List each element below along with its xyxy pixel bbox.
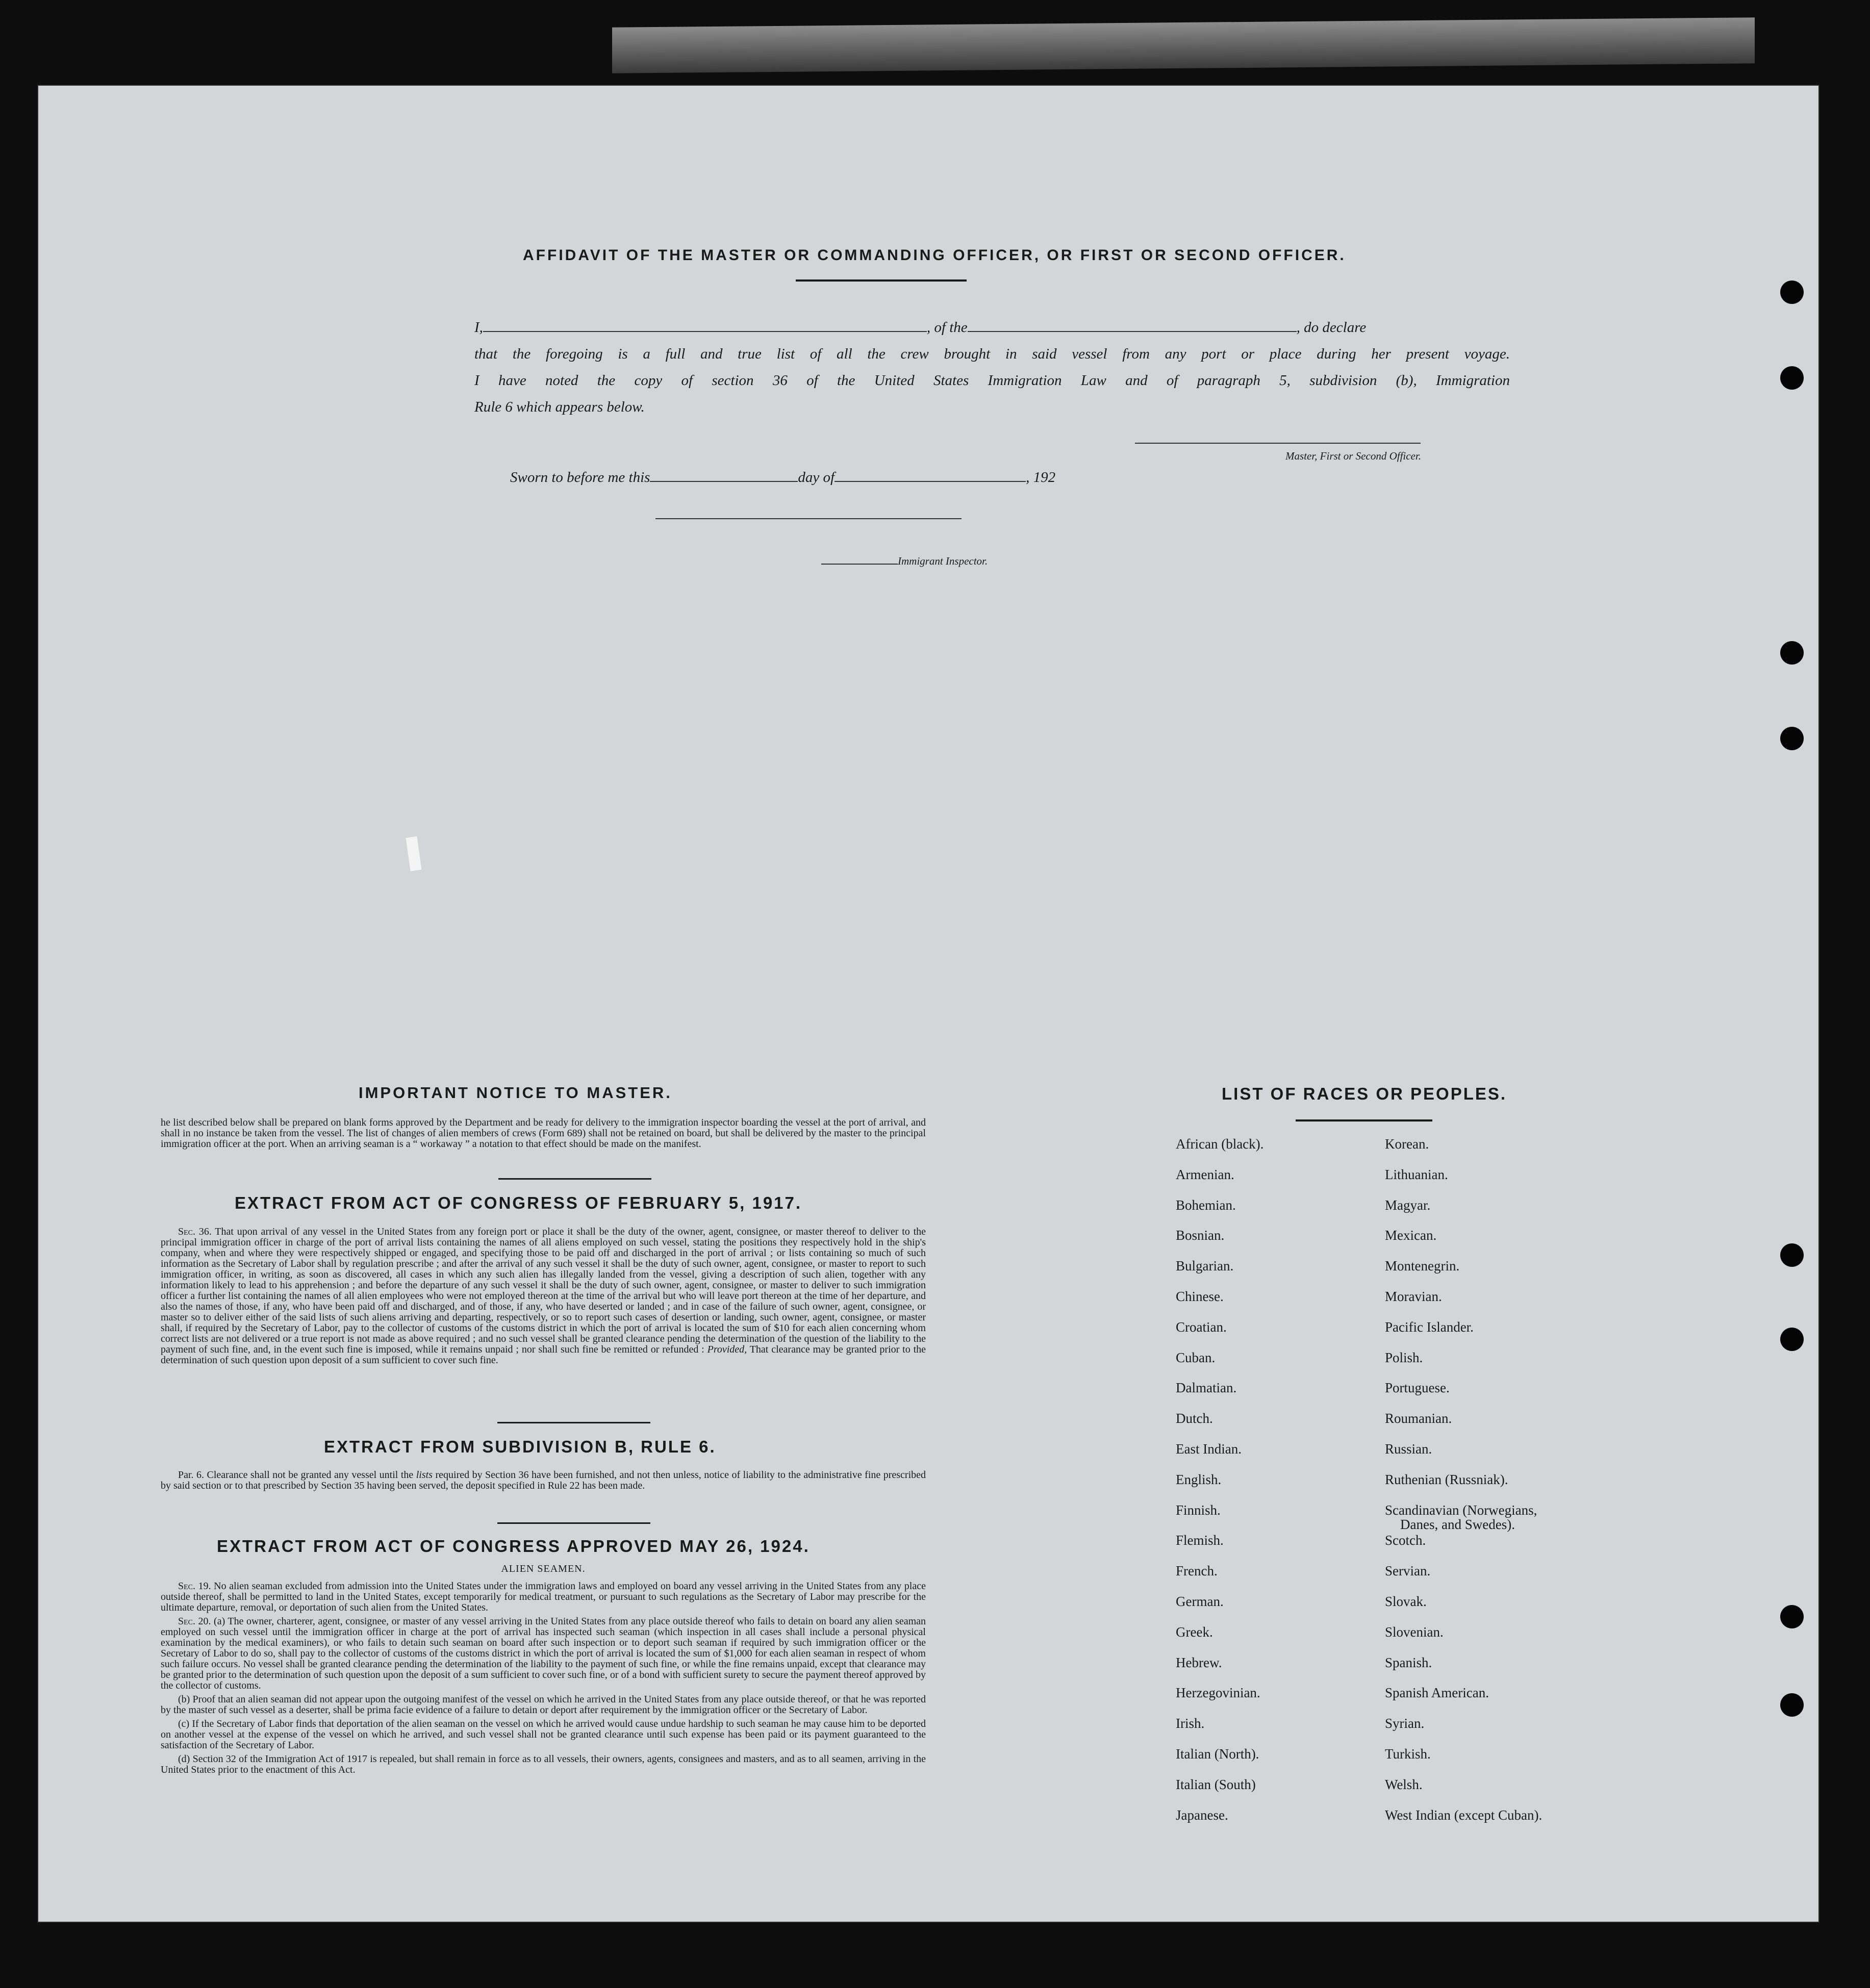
- race-item-right: Moravian.: [1385, 1289, 1442, 1304]
- notice-text: he list described below shall be prepared on blank forms approved by the Department and be ready for delivery to the immigration inspector boarding the vessel at the port of arrival, and shall in no instance be taken from the vessel. The list of changes of alien members of crews (Form 689) shall not be retained on board, but shall be delivered by the master to the principal immigration officer at the port. When an arriving seaman is a “ workaway ” a notation to that effect should be made on the manifest.: [161, 1117, 926, 1150]
- race-item-right: Scandinavian (Norwegians,: [1385, 1502, 1537, 1518]
- par-6-text-a: Clearance shall not be granted any vessel until the: [207, 1469, 414, 1481]
- race-item-left: Bosnian.: [1176, 1228, 1225, 1243]
- race-item-left: Flemish.: [1176, 1533, 1224, 1548]
- race-item-right: Mexican.: [1385, 1228, 1437, 1243]
- race-item-left: Bohemian.: [1176, 1197, 1236, 1213]
- extract-1917-text: [161, 1227, 926, 1366]
- race-item-right: Spanish American.: [1385, 1685, 1489, 1700]
- sworn-label: Sworn to before me this: [510, 469, 650, 486]
- sworn-line: [510, 469, 1055, 486]
- race-item-right: West Indian (except Cuban).: [1385, 1807, 1543, 1823]
- affidavit-body: [474, 314, 1510, 420]
- rule-6-text: [161, 1470, 926, 1491]
- binder-hole: [1780, 1605, 1804, 1628]
- sec-20a-text: (a) The owner, charterer, agent, consignee, or master of any vessel arriving in the United States from any place outside thereof who fails to detain on board any alien seaman employed on such vessel until the immigration officer in charge at the port of arrival has inspected such seaman (which inspection in all cases shall include a personal physical examination by the medical examiners), or who fails to detain such seaman on board after such inspection or to deport such seaman if required by such immigration officer or the Secretary of Labor to do so, shall pay to the collector of customs of the customs district in which the port of arrival is located the sum of $1,000 for each alien seaman in respect of whom such failure occurs. No vessel shall be granted clearance pending the determination of the liability to the payment of such fine, or while the fine remains unpaid, except that clearance may be granted prior to the determination of such question upon the deposit of a sum sufficient to cover such fine, or of a bond with sufficient surety to secure the payment thereof approved by the collector of customs.: [161, 1616, 926, 1691]
- inspector-caption: Immigrant Inspector.: [898, 555, 988, 567]
- race-item-left: Japanese.: [1176, 1807, 1228, 1823]
- races-title: LIST OF RACES OR PEOPLES.: [1222, 1084, 1507, 1103]
- race-item-right: Lithuanian.: [1385, 1167, 1448, 1182]
- sec-19-label: Sec. 19.: [178, 1581, 211, 1592]
- sworn-month-blank: [835, 472, 1026, 482]
- race-item-right: Montenegrin.: [1385, 1258, 1460, 1273]
- race-item-left: East Indian.: [1176, 1441, 1242, 1457]
- form-sheet: [38, 86, 1818, 1922]
- race-item-right: Pacific Islander.: [1385, 1319, 1474, 1335]
- affidavit-title: AFFIDAVIT OF THE MASTER OR COMMANDING OFFICER, OR FIRST OR SECOND OFFICER.: [523, 247, 1346, 264]
- sec-20d-paragraph: (d) Section 32 of the Immigration Act of 1917 is repealed, but shall remain in force as to all vessels, their owners, agents, consignees and masters, and as to all seamen, arriving in the United States prior to the enactment of this Act.: [161, 1753, 926, 1775]
- par-6-paragraph: [161, 1470, 926, 1491]
- binder-hole: [1780, 727, 1804, 750]
- race-item-right: Slovenian.: [1385, 1624, 1444, 1640]
- sec-20a-paragraph: [161, 1616, 926, 1691]
- race-item-right: Slovak.: [1385, 1594, 1427, 1609]
- race-item-left: Italian (North).: [1176, 1746, 1259, 1762]
- extract-1924-title: EXTRACT FROM ACT OF CONGRESS APPROVED MAY 26, 1924.: [217, 1537, 810, 1556]
- binder-hole: [1780, 641, 1804, 665]
- declaration-line-1: that the foregoing is a full and true list of all the crew brought in said vessel from any port or place during her present voyage.: [474, 346, 1510, 362]
- paper-mark: [406, 836, 422, 871]
- race-item-left: Hebrew.: [1176, 1655, 1222, 1670]
- of-the-label: , of the: [926, 319, 968, 336]
- race-item-right: Turkish.: [1385, 1746, 1431, 1762]
- race-item-right: Syrian.: [1385, 1716, 1425, 1731]
- sec-36-paragraph: [161, 1227, 926, 1366]
- inspector-signature-line: [655, 518, 962, 519]
- race-item-right: Portuguese.: [1385, 1380, 1450, 1395]
- binder-hole: [1780, 281, 1804, 304]
- sworn-day-blank: [650, 472, 798, 482]
- notice-title: IMPORTANT NOTICE TO MASTER.: [359, 1084, 672, 1102]
- extract-1917-title: EXTRACT FROM ACT OF CONGRESS OF FEBRUARY 5, 1917.: [235, 1193, 802, 1212]
- inspector-blank: [821, 556, 898, 565]
- do-declare-label: , do declare: [1296, 319, 1367, 336]
- race-item-right: Korean.: [1385, 1136, 1429, 1152]
- race-item-left: German.: [1176, 1594, 1224, 1609]
- race-item-right: Scotch.: [1385, 1533, 1426, 1548]
- vessel-blank: [968, 322, 1297, 332]
- race-item-left: Chinese.: [1176, 1289, 1224, 1304]
- race-item-left: African (black).: [1176, 1136, 1264, 1152]
- race-item-left: French.: [1176, 1563, 1218, 1578]
- name-blank: [483, 322, 927, 332]
- race-item-right: Roumanian.: [1385, 1411, 1452, 1426]
- master-signature-caption: Master, First or Second Officer.: [1285, 450, 1421, 462]
- race-item-right: Servian.: [1385, 1563, 1431, 1578]
- i-label: I,: [474, 319, 483, 336]
- sec-20b-paragraph: (b) Proof that an alien seaman did not appear upon the outgoing manifest of the vessel on which he arrived in the United States from any place outside thereof, or that he was reported by the master of such vessel as a deserter, shall be prima facie evidence of a failure to detain or deport after requirement by the immigration officer or the Secretary of Labor.: [161, 1694, 926, 1716]
- page-top-edge: [612, 17, 1755, 73]
- race-item-left: Cuban.: [1176, 1350, 1216, 1365]
- rule-6-rule: [497, 1522, 650, 1524]
- sec-20c-paragraph: (c) If the Secretary of Labor finds that deportation of the alien seaman on the vessel on which he arrived would cause undue hardship to such seaman he may cause him to be deported on another vessel at the expense of the vessel on which he arrived, and such vessel shall not be granted clearance until such expense has been paid or its payment guaranteed to the satisfaction of the Secretary of Labor.: [161, 1718, 926, 1751]
- race-item-left: English.: [1176, 1472, 1222, 1487]
- race-item-left: Finnish.: [1176, 1502, 1221, 1518]
- extract-1917-rule: [497, 1422, 650, 1423]
- declaration-line-2: I have noted the copy of section 36 of the United States Immigration Law and of paragraph 5, subdivision (b), Immigration: [474, 372, 1510, 389]
- race-item-right: Magyar.: [1385, 1197, 1431, 1213]
- alien-seamen-subtitle: ALIEN SEAMEN.: [501, 1563, 586, 1574]
- lists-word: lists: [416, 1469, 433, 1481]
- sec-19-paragraph: [161, 1581, 926, 1613]
- races-title-rule: [1296, 1119, 1432, 1122]
- race-item-right: Welsh.: [1385, 1777, 1423, 1792]
- day-of-label: day of: [798, 469, 835, 486]
- provided-text: That clearance may be granted prior to the determination of such question upon deposit of a sum sufficient to cover such fine.: [161, 1344, 926, 1366]
- notice-rule: [498, 1178, 651, 1180]
- race-item-left: Greek.: [1176, 1624, 1213, 1640]
- rule-6-title: EXTRACT FROM SUBDIVISION B, RULE 6.: [324, 1437, 716, 1456]
- par-6-label: Par. 6.: [178, 1469, 205, 1481]
- race-item-left: Dalmatian.: [1176, 1380, 1237, 1395]
- sec-36-text: That upon arrival of any vessel in the United States from any foreign port or place it shall be the duty of the owner, agent, consignee, or master thereof to deliver to the principal immigration officer in charge of the port of arrival lists containing the names of all aliens employed on such vessel, stating the positions they respectively hold in the ship's company, when and where they were respectively shipped or engaged, and specifying those to be paid off and discharged in the port of arrival ; or lists containing so much of such information as the Secretary of Labor shall by regulation prescribe ; and after the arrival of any such vessel it shall be the duty of such owner, agent, consignee, or master to report to such immigration officer, in writing, as soon as discovered, all cases in which any such alien has illegally landed from the vessel, giving a description of such alien, together with any information likely to lead to his apprehension ; and before the departure of any such vessel it shall be the duty of such owner, agent, consignee, or master to deliver to such immigration officer a further list containing the names of all alien employees who were not employed thereon at the time of the arrival but who will leave port thereon at the time of her departure, and also the names of those, if any, who have been paid off and discharged, and of those, if any, who have deserted or landed ; and in case of the failure of such owner, agent, consignee, or master so to deliver either of the said lists of such aliens arriving and departing, respectively, or so to report such cases of desertion or landing, such owner, agent, consignee, or master shall, if required by the Secretary of Labor, pay to the collector of customs of the customs district in which the port of arrival is located the sum of $10 for each alien concerning whom correct lists are not delivered or a true report is not made as above required ; and no such vessel shall be granted clearance pending the determination of the question of the liability to the payment of such fine, and, in the event such fine is imposed, while it remains unpaid ; nor shall such fine be remitted or refunded :: [161, 1226, 926, 1355]
- binder-hole: [1780, 1243, 1804, 1267]
- race-item-left: Croatian.: [1176, 1319, 1227, 1335]
- race-item-left: Bulgarian.: [1176, 1258, 1234, 1273]
- sec-19-text: No alien seaman excluded from admission into the United States under the immigration laws and employed on board any vessel arriving in the United States from any place outside thereof, shall be permitted to land in the United States, except temporarily for medical treatment, or pursuant to such regulations as the Secretary of Labor may prescribe for the ultimate departure, removal, or deportation of such alien from the United States.: [161, 1581, 926, 1613]
- race-item-left: Dutch.: [1176, 1411, 1213, 1426]
- race-item-right: Russian.: [1385, 1441, 1432, 1457]
- year-label: , 192: [1026, 469, 1056, 486]
- binder-hole: [1780, 1693, 1804, 1717]
- par-6-text-b: required by Section 36 have been furnished, and not then unless, notice of liability to the administrative fine prescribed by said section or to that prescribed by Section 35 having been served, the deposit specified in Rule 22 has been made.: [161, 1469, 926, 1491]
- provided-label: Provided,: [707, 1344, 747, 1355]
- extract-1924-text: [161, 1581, 926, 1778]
- affidavit-first-line: [474, 314, 1510, 341]
- race-item-right: Polish.: [1385, 1350, 1423, 1365]
- race-item-right: Spanish.: [1385, 1655, 1432, 1670]
- race-item-right: Ruthenian (Russniak).: [1385, 1472, 1508, 1487]
- binder-hole: [1780, 1328, 1804, 1351]
- sec-20-label: Sec. 20.: [178, 1616, 211, 1627]
- race-item-left: Herzegovinian.: [1176, 1685, 1260, 1700]
- sec-36-label: Sec. 36.: [178, 1226, 212, 1237]
- race-item-left: Italian (South): [1176, 1777, 1256, 1792]
- race-item-left: Armenian.: [1176, 1167, 1234, 1182]
- race-item-left: Irish.: [1176, 1716, 1205, 1731]
- race-item-scandinavian-continued: Danes, and Swedes).: [1400, 1517, 1515, 1532]
- binder-hole: [1780, 366, 1804, 390]
- inspector-line: [821, 555, 988, 568]
- master-signature-line: [1135, 443, 1421, 444]
- affidavit-title-rule: [796, 279, 967, 282]
- declaration-line-3: Rule 6 which appears below.: [474, 399, 645, 415]
